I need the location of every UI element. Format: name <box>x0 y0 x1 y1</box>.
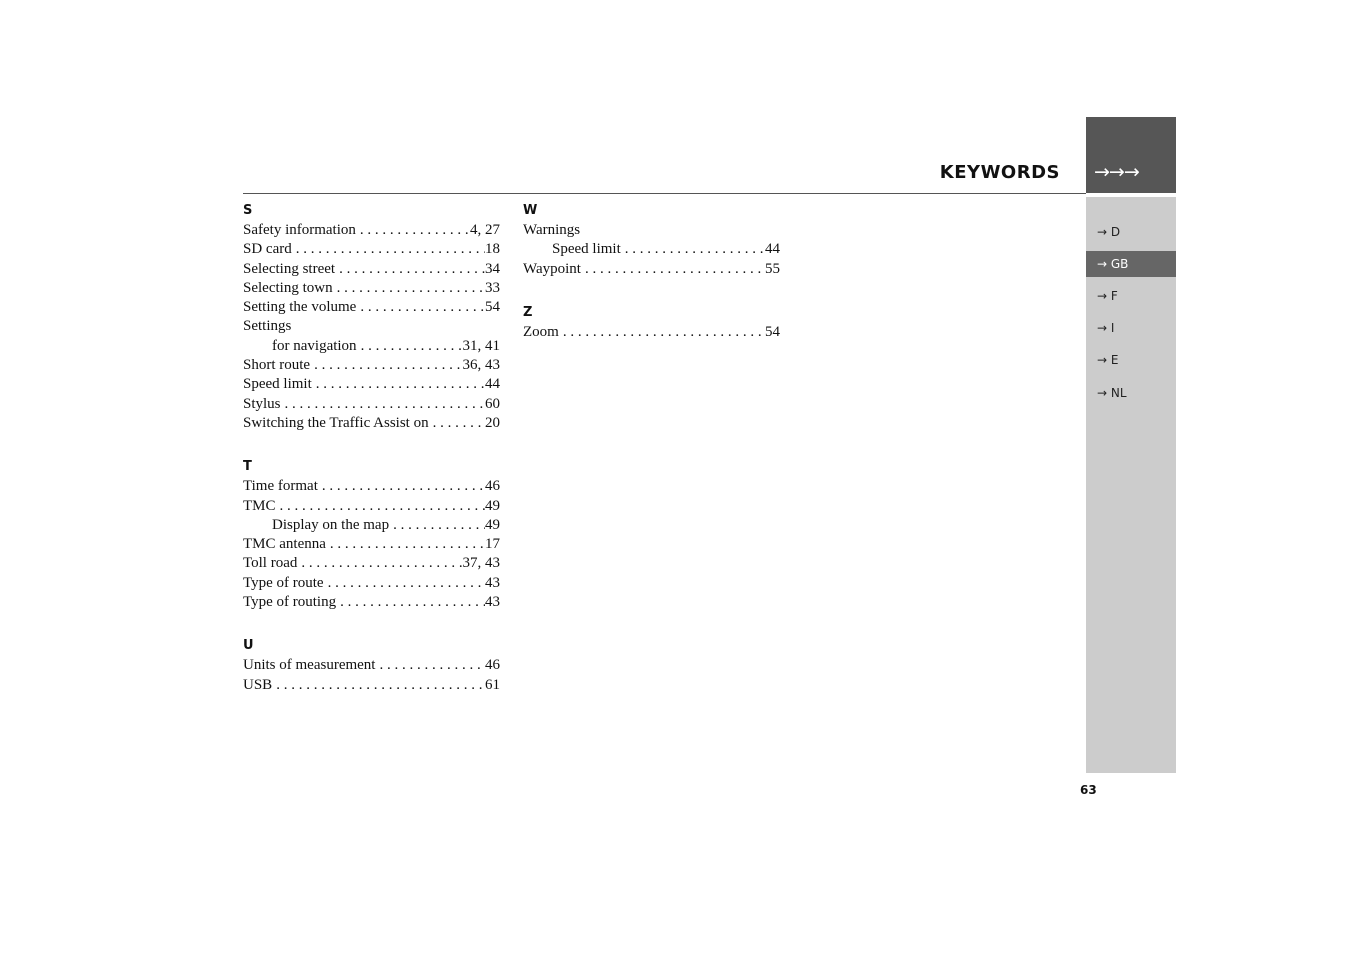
entry-page: 17 <box>485 536 500 553</box>
dot-leader <box>324 574 485 593</box>
dot-leader <box>292 240 485 259</box>
index-entry <box>243 221 500 240</box>
language-tab[interactable]: → D <box>1097 225 1121 239</box>
index-entry <box>243 395 500 414</box>
dot-leader <box>297 554 462 573</box>
entry-text: Units of measurement <box>243 657 376 674</box>
dot-leader <box>375 656 485 675</box>
index-entry <box>523 240 780 259</box>
entry-page: 61 <box>485 676 500 693</box>
index-entry <box>243 516 500 535</box>
language-tab[interactable]: → NL <box>1097 386 1127 400</box>
index-entry <box>243 240 500 259</box>
entry-text: Waypoint <box>523 260 581 277</box>
entry-text: Type of routing <box>243 594 337 611</box>
dot-leader <box>326 535 485 554</box>
index-entry <box>243 574 500 593</box>
entry-text: SD card <box>243 241 292 258</box>
arrows-icon: →→→ <box>1094 161 1139 183</box>
entry-page: 54 <box>485 299 500 316</box>
entry-text: Stylus <box>243 395 281 412</box>
index-entry <box>243 477 500 496</box>
entry-text: Zoom <box>523 323 559 340</box>
entry-page: 49 <box>485 497 500 514</box>
entry-text: TMC <box>243 497 276 514</box>
entry-text: USB <box>243 676 273 693</box>
index-letter-heading: Z <box>523 304 533 320</box>
dot-leader <box>335 260 485 279</box>
entry-page: 49 <box>485 516 500 533</box>
entry-page: 46 <box>485 657 500 674</box>
page-title: KEYWORDS <box>939 162 1060 183</box>
index-entry <box>243 676 500 695</box>
dot-leader <box>276 497 485 516</box>
index-letter-heading: S <box>243 203 253 218</box>
entry-page: 33 <box>485 279 500 296</box>
language-tab[interactable]: → GB <box>1086 251 1176 277</box>
page-number: 63 <box>1080 783 1097 797</box>
entry-text: Time format <box>243 478 318 495</box>
dot-leader <box>310 356 462 375</box>
dot-leader <box>312 375 485 394</box>
entry-page: 43 <box>485 594 500 611</box>
index-entry <box>243 535 500 554</box>
index-entry <box>243 298 500 317</box>
entry-text: for navigation <box>272 337 357 354</box>
entry-text: Selecting town <box>243 279 333 296</box>
entry-text: Speed limit <box>243 376 312 393</box>
entry-page: 31, 41 <box>462 337 500 354</box>
dot-leader <box>281 395 485 414</box>
index-entry <box>243 656 500 675</box>
dot-leader <box>336 593 485 612</box>
index-entry <box>243 593 500 612</box>
index-entry <box>243 356 500 375</box>
dot-leader <box>621 240 765 259</box>
entry-text: Type of route <box>243 574 324 591</box>
entry-page: 37, 43 <box>462 555 500 572</box>
index-entry <box>243 337 500 356</box>
entry-page: 55 <box>765 260 780 277</box>
entry-text: Warnings <box>523 222 581 238</box>
entry-text: Short route <box>243 357 311 374</box>
dot-leader <box>356 298 485 317</box>
language-tab[interactable]: → F <box>1097 289 1118 303</box>
entry-text: Switching the Traffic Assist on <box>243 414 429 431</box>
index-entry <box>243 260 500 279</box>
language-tab[interactable]: → E <box>1097 353 1119 367</box>
index-column-left <box>243 200 500 695</box>
index-letter-heading: W <box>523 203 538 218</box>
entry-page: 44 <box>765 241 780 258</box>
entry-text: Toll road <box>243 555 298 572</box>
index-letter-heading: T <box>243 459 252 475</box>
entry-page: 44 <box>485 376 500 393</box>
index-entry <box>243 497 500 516</box>
index-entry <box>523 260 780 279</box>
dot-leader <box>272 676 485 695</box>
entry-text: Display on the map <box>272 516 390 533</box>
entry-page: 20 <box>485 414 500 431</box>
index-entry <box>523 323 780 342</box>
entry-page: 18 <box>485 241 500 258</box>
entry-page: 54 <box>765 323 780 340</box>
dot-leader <box>429 414 485 433</box>
index-column-right <box>523 200 780 342</box>
index-entry <box>523 221 780 240</box>
entry-page: 60 <box>485 395 500 412</box>
entry-page: 4, 27 <box>470 222 500 238</box>
dot-leader <box>581 260 765 279</box>
entry-text: Safety information <box>243 222 356 238</box>
dot-leader <box>333 279 485 298</box>
entry-text: Speed limit <box>552 241 621 258</box>
entry-page: 43 <box>485 574 500 591</box>
dot-leader <box>357 337 463 356</box>
index-entry <box>243 375 500 394</box>
entry-text: Settings <box>243 318 292 335</box>
index-letter-heading: U <box>243 638 254 654</box>
dot-leader <box>356 221 470 240</box>
header-divider <box>243 193 1086 194</box>
entry-page: 36, 43 <box>462 357 500 374</box>
entry-text: Setting the volume <box>243 299 357 316</box>
entry-page: 46 <box>485 478 500 495</box>
entry-page: 34 <box>485 260 500 277</box>
index-entry <box>243 317 500 336</box>
language-tab[interactable]: → I <box>1097 321 1115 335</box>
entry-text: Selecting street <box>243 260 336 277</box>
index-entry <box>243 554 500 573</box>
dot-leader <box>389 516 485 535</box>
dot-leader <box>318 477 485 496</box>
index-entry <box>243 414 500 433</box>
entry-text: TMC antenna <box>243 536 326 553</box>
index-entry <box>243 279 500 298</box>
dot-leader <box>559 323 765 342</box>
